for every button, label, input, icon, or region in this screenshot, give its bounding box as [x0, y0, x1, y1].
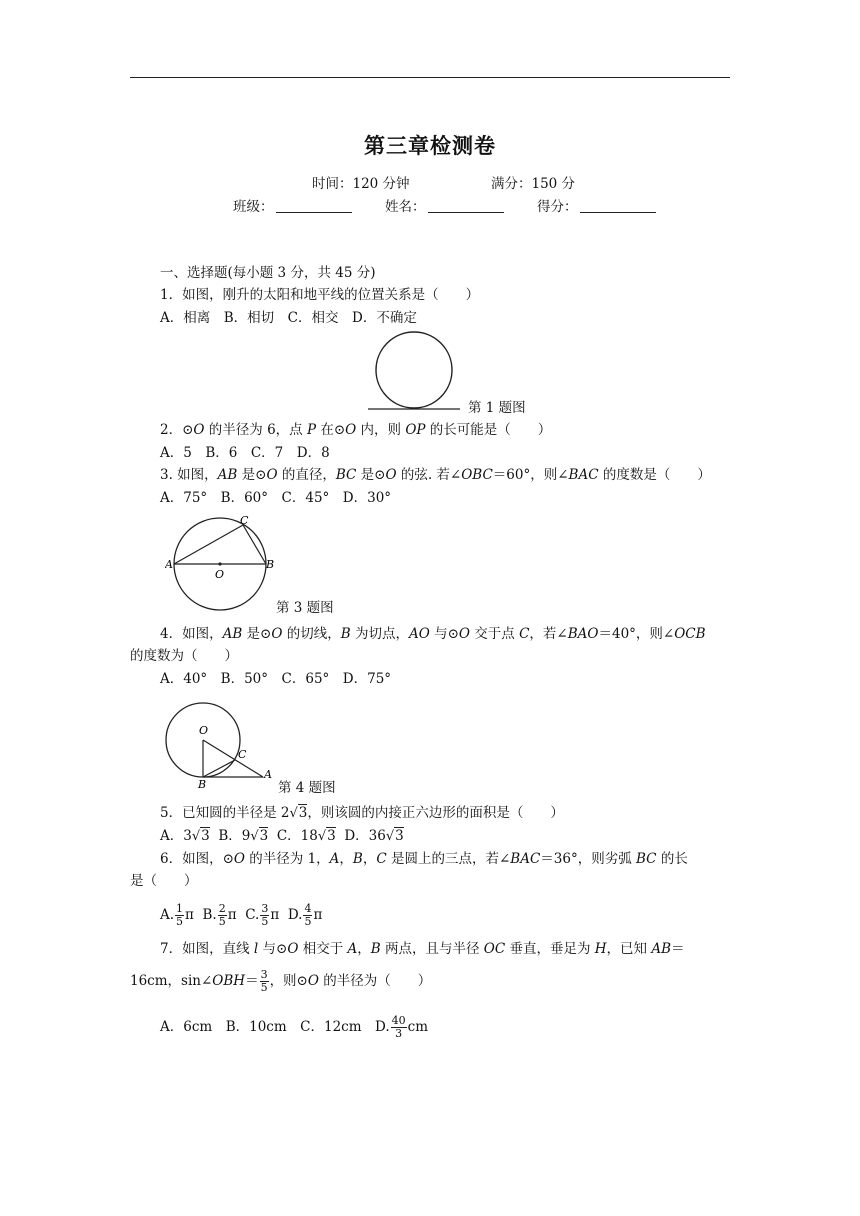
q5-options: A．3√3 B．9√3 C．18√3 D．36√3: [160, 828, 404, 844]
q4-segment-BC: [203, 760, 235, 777]
q4-caption: 第 4 题图: [278, 780, 336, 796]
q3-label-B: B: [266, 558, 275, 571]
name-field: [385, 198, 504, 216]
q3-caption: 第 3 题图: [276, 600, 334, 616]
q7-stem-line2: 16cm，sin∠OBH＝ $\frac{3}{5}$ ，则⊙O 的半径为（ ）: [130, 968, 432, 994]
q4-stem-line2: 的度数为（ ）: [130, 648, 238, 664]
q6-options: A. $\frac{1}{5}$ π B. $\frac{2}{5}$ π C. $\frac{3}{5}$ π D. $\frac{4}{5}$ π: [160, 902, 323, 928]
time-info: 时间：120 分钟: [312, 176, 410, 192]
q6-frac-A: $\frac{1}{5}$: [176, 902, 184, 928]
q6-frac-B: $\frac{2}{5}$: [218, 902, 226, 928]
q3-label-C: C: [240, 514, 249, 527]
top-rule: [130, 77, 730, 78]
page-title: 第三章检测卷: [364, 133, 496, 158]
q3-chord-BC: [243, 525, 266, 564]
q7-stem: 7．如图，直线 l 与⊙O 相交于 A，B 两点，且与半径 OC 垂直，垂足为 H，已知 AB＝: [160, 941, 685, 957]
class-blank: [276, 199, 352, 213]
q4-figure: [163, 700, 279, 792]
q1-stem: 1．如图，刚升的太阳和地平线的位置关系是（ ）: [160, 287, 480, 303]
grade-field: [537, 198, 656, 216]
grade-label: 得分：: [537, 199, 578, 215]
q4-stem: 4．如图，AB 是⊙O 的切线，B 为切点，AO 与⊙O 交于点 C，若∠BAO＝40°，则∠OCB: [160, 626, 706, 642]
q7-options: A．6cm B．10cm C．12cm D. $\frac{40}{3}$ cm: [160, 1014, 429, 1040]
class-field: [233, 198, 352, 216]
q2-stem: 2．⊙O 的半径为 6，点 P 在⊙O 内，则 OP 的长可能是（ ）: [160, 422, 552, 438]
q4-options: A．40° B．50° C．65° D．75°: [160, 671, 392, 687]
q6-frac-C: $\frac{3}{5}$: [261, 902, 269, 928]
q6-stem-line2: 是（ ）: [130, 873, 198, 889]
q5-stem: 5．已知圆的半径是 2√3，则该圆的内接正六边形的面积是（ ）: [160, 805, 564, 821]
q3-center-dot: [218, 562, 221, 565]
q2-options: A．5 B．6 C．7 D．8: [160, 445, 330, 461]
q7-frac-D: $\frac{40}{3}$: [391, 1014, 406, 1040]
q7-sin-frac: $\frac{3}{5}$: [260, 968, 268, 994]
score-info: 满分：150 分: [491, 176, 576, 192]
q4-label-A: A: [264, 768, 272, 781]
name-blank: [428, 199, 504, 213]
q1-caption: 第 1 题图: [468, 400, 526, 416]
q3-chord-AC: [174, 525, 243, 564]
q3-figure: [165, 512, 277, 612]
q3-stem: 3. 如图，AB 是⊙O 的直径，BC 是⊙O 的弦. 若∠OBC＝60°，则∠BAC 的度数是（ ）: [160, 467, 711, 483]
q3-options: A．75° B．60° C．45° D．30°: [160, 490, 392, 506]
q1-figure: [360, 328, 470, 416]
name-label: 姓名：: [385, 199, 426, 215]
q4-label-C: C: [238, 748, 247, 761]
q6-frac-D: $\frac{4}{5}$: [304, 902, 312, 928]
q6-stem: 6．如图，⊙O 的半径为 1，A，B，C 是圆上的三点，若∠BAC＝36°，则劣弧 BC 的长: [160, 851, 688, 867]
q4-label-O: O: [199, 724, 209, 737]
q3-label-O: O: [215, 568, 225, 581]
q4-label-B: B: [198, 778, 207, 791]
q1-options: A．相离 B．相切 C．相交 D．不确定: [160, 310, 417, 326]
class-label: 班级：: [233, 199, 274, 215]
q3-label-A: A: [165, 558, 173, 571]
q1-sun-circle: [376, 332, 452, 408]
q4-line-OA: [203, 740, 263, 777]
section-heading: 一、选择题(每小题 3 分，共 45 分): [160, 265, 376, 281]
grade-blank: [580, 199, 656, 213]
